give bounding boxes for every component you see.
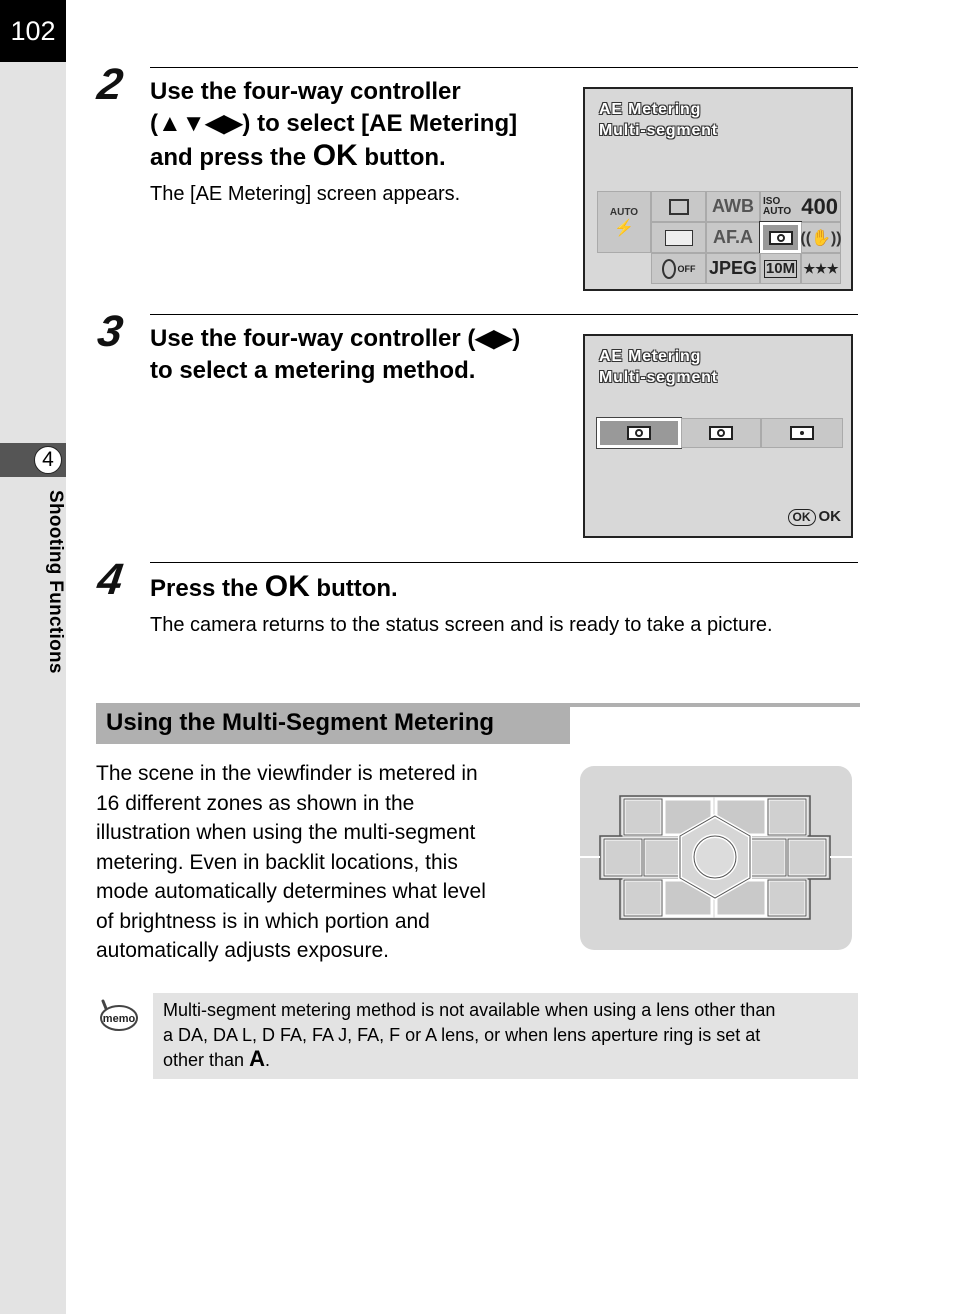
ok-button-icon: OK [788,509,816,526]
step-3-title [150,323,520,387]
empty-cell [597,253,651,284]
shake-reduction-icon: ((✋)) [800,229,842,247]
center-weighted-metering-icon [709,426,733,440]
metering-zones-diagram [580,766,852,950]
drive-mode-cell [651,191,706,222]
quality-cell: ★★★ [801,253,841,284]
custom-image-cell [651,222,706,253]
step-4-rule [150,562,858,563]
screen1-title: AE Metering [599,101,702,118]
step-2-body: The [AE Metering] screen appears. [150,183,461,205]
screen2-title: AE Metering [599,348,702,365]
memo-box [153,993,858,1079]
step-2-title-line1: Use the four-way controller [150,78,461,105]
center-weighted-option[interactable] [681,418,761,448]
memo-text: Multi-segment metering method is not available when using a lens other than a DA, DA L, D FA, FA J, FA, F or A lens, or when lens aperture ring is set at other than A. [163,1000,776,1071]
image-size-cell: 10M [760,253,801,284]
page-number: 102 [0,0,66,62]
flash-mode-cell: AUTO ⚡ [597,191,651,253]
multi-segment-option[interactable] [597,418,681,448]
dial-icon [662,259,676,279]
step-4-body: The camera returns to the status screen and is ready to take a picture. [150,614,773,636]
chapter-number: 4 [34,446,62,474]
section-header [96,703,860,744]
shake-reduction-cell [801,222,841,253]
step-3-title-line2: to select a metering method. [150,357,476,384]
section-body: The scene in the viewfinder is metered in 16 different zones as shown in the illustration when using the multi-segment metering. Even in backlit locations, this mode automatically determines what level of brightness is in which portion and automatically adjusts exposure. [96,762,486,962]
metering-cell-selected [760,222,801,253]
ae-metering-select-screen [583,334,853,538]
step-3-number: 3 [94,307,126,356]
dial-off-cell: OFF [651,253,706,284]
multi-segment-metering-icon [627,426,651,440]
metering-zones-illustration [580,766,852,950]
awb-cell: AWB [706,191,760,222]
screen2-value: Multi-segment [599,369,718,386]
step-2-title [150,76,517,174]
ae-metering-status-screen [583,87,853,291]
svg-text:memo: memo [102,1013,136,1025]
step-3-title-line1: Use the four-way controller (◀▶) [150,325,521,352]
screen1-value: Multi-segment [599,122,718,139]
spot-metering-icon [790,426,814,440]
file-format-cell: JPEG [706,253,760,284]
ok-symbol: OK [312,139,358,172]
spot-option[interactable] [761,418,843,448]
step-2-title-line2: (▲▼◀▶) to select [AE Metering] [150,110,518,137]
step-3-rule [150,314,858,315]
memo-icon [97,997,141,1035]
step-4-title: Press the OK button. [150,570,398,603]
status-grid [597,191,841,284]
step-2-rule [150,67,858,68]
iso-cell: ISO AUTO 400 [760,191,841,222]
single-frame-icon [669,199,689,215]
custom-image-icon [665,230,693,246]
ok-symbol: OK [264,570,310,603]
step-4-number: 4 [94,555,126,604]
aperture-a-symbol: A [249,1046,265,1071]
af-mode-cell: AF.A [706,222,760,253]
multi-segment-metering-icon [769,231,793,245]
step-2-number: 2 [94,60,126,109]
chapter-title: Shooting Functions [45,490,66,674]
step-2-title-line3: and press the OK button. [150,139,446,172]
section-title: Using the Multi-Segment Metering [106,709,495,736]
ok-hint: OK OK [788,508,842,526]
